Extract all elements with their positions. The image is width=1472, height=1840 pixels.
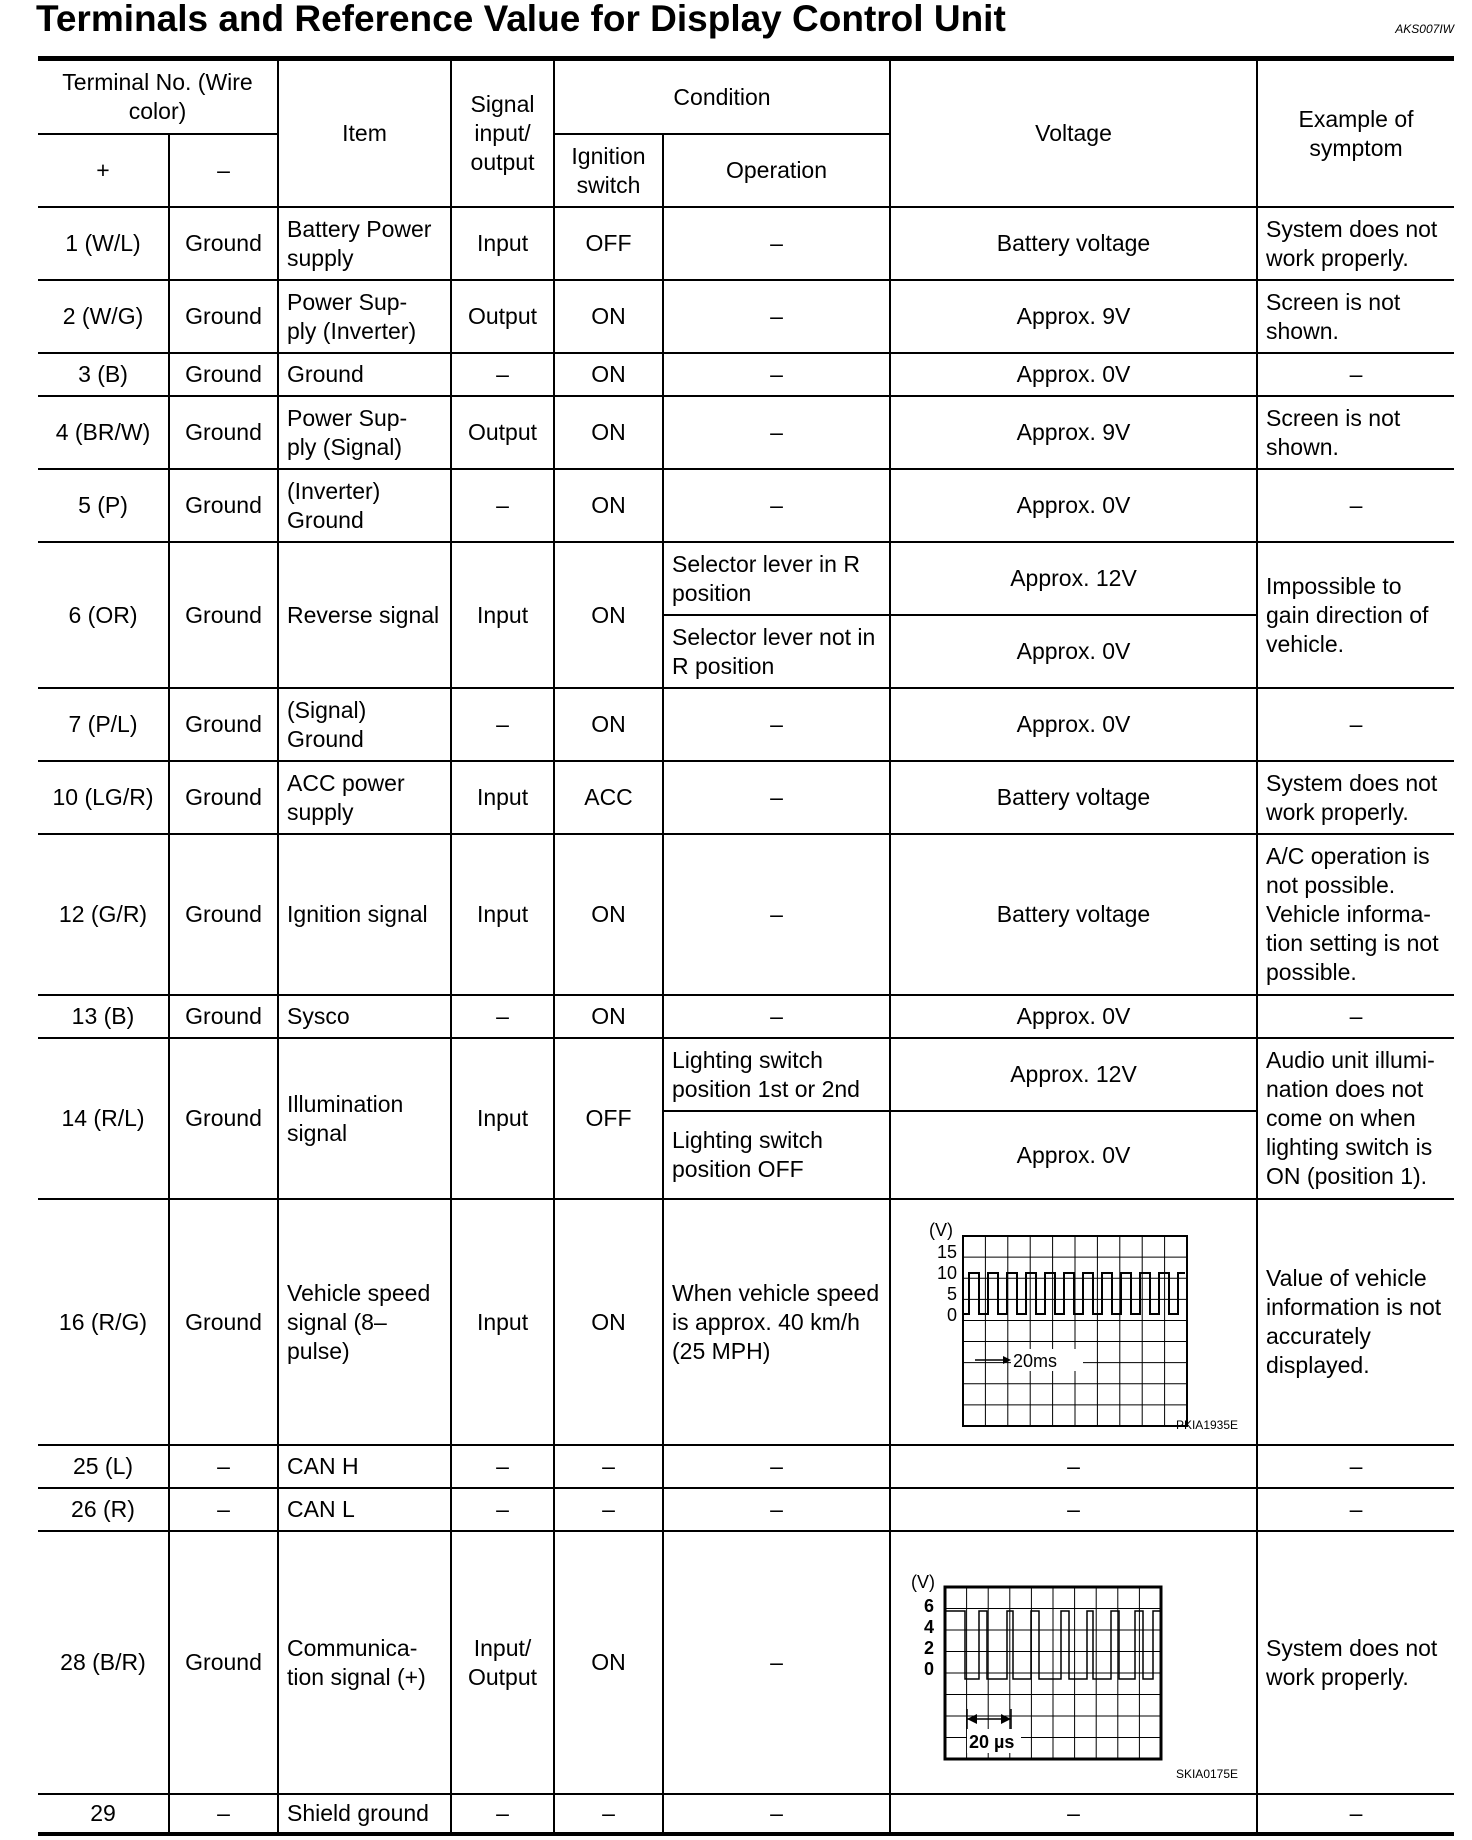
cell-ignition: ACC [554, 761, 663, 834]
cell-operation: – [663, 1445, 890, 1488]
cell-voltage: Approx. 9V [890, 396, 1257, 469]
cell-symptom: – [1257, 1445, 1454, 1488]
table-row [38, 1488, 1454, 1531]
cell-operation: – [663, 1488, 890, 1531]
wave-ytick: 5 [947, 1284, 958, 1304]
cell-minus: – [169, 1794, 278, 1834]
table-row [38, 1038, 1454, 1111]
cell-voltage: Approx. 0V [890, 469, 1257, 542]
cell-item: Power Sup- ply (Inverter) [278, 280, 451, 353]
wave-ytick: 0 [947, 1305, 958, 1325]
cell-minus: Ground [169, 1199, 278, 1445]
cell-operation: – [663, 280, 890, 353]
cell-signal: Input [451, 1199, 554, 1445]
cell-symptom: – [1257, 469, 1454, 542]
header-symptom: Example of symptom [1257, 61, 1454, 207]
cell-minus: Ground [169, 280, 278, 353]
header-item: Item [278, 61, 451, 207]
cell-signal: Output [451, 396, 554, 469]
cell-plus: 4 (BR/W) [38, 396, 169, 469]
cell-plus: 28 (B/R) [38, 1531, 169, 1794]
table-row [38, 353, 1454, 396]
cell-operation: – [663, 469, 890, 542]
table-row [38, 280, 1454, 353]
cell-plus: 25 (L) [38, 1445, 169, 1488]
cell-ignition: OFF [554, 1038, 663, 1199]
cell-voltage: Approx. 0V [890, 615, 1257, 688]
cell-signal: Input [451, 542, 554, 688]
cell-item: ACC power supply [278, 761, 451, 834]
cell-plus: 6 (OR) [38, 542, 169, 688]
cell-ignition: ON [554, 1199, 663, 1445]
cell-minus: – [169, 1445, 278, 1488]
cell-operation: – [663, 834, 890, 995]
table-row [38, 1531, 1454, 1794]
cell-item: Sysco [278, 995, 451, 1038]
wave-ytick: 15 [936, 1242, 958, 1262]
cell-operation: – [663, 1794, 890, 1834]
cell-voltage: Approx. 12V [890, 542, 1257, 615]
cell-signal: – [451, 353, 554, 396]
header-signal: Signal input/ output [451, 61, 554, 207]
cell-item: Communica- tion signal (+) [278, 1531, 451, 1794]
cell-item: (Inverter) Ground [278, 469, 451, 542]
cell-symptom: – [1257, 1488, 1454, 1531]
cell-minus: Ground [169, 834, 278, 995]
wave-ytick: 4 [924, 1617, 935, 1637]
cell-symptom: – [1257, 995, 1454, 1038]
cell-voltage-waveform [890, 1531, 1257, 1794]
cell-ignition: – [554, 1794, 663, 1834]
cell-operation: – [663, 396, 890, 469]
cell-item: Illumination signal [278, 1038, 451, 1199]
cell-plus: 29 [38, 1794, 169, 1834]
cell-item: (Signal) Ground [278, 688, 451, 761]
cell-operation: Selector lever not in R position [663, 615, 890, 688]
cell-voltage: – [890, 1488, 1257, 1531]
wave-unit: (V) [911, 1572, 936, 1592]
cell-minus: Ground [169, 1531, 278, 1794]
cell-operation: – [663, 995, 890, 1038]
cell-operation: – [663, 353, 890, 396]
table-row [38, 207, 1454, 280]
cell-signal: Input [451, 1038, 554, 1199]
cell-ignition: ON [554, 542, 663, 688]
cell-minus: Ground [169, 688, 278, 761]
cell-signal: Input [451, 761, 554, 834]
cell-voltage: Approx. 0V [890, 688, 1257, 761]
cell-signal: – [451, 1794, 554, 1834]
cell-voltage: Approx. 9V [890, 280, 1257, 353]
cell-ignition: ON [554, 396, 663, 469]
cell-plus: 12 (G/R) [38, 834, 169, 995]
cell-ignition: ON [554, 688, 663, 761]
header-ignition: Ignition switch [554, 134, 663, 207]
cell-item: Ground [278, 353, 451, 396]
cell-plus: 14 (R/L) [38, 1038, 169, 1199]
cell-operation: Selector lever in R position [663, 542, 890, 615]
cell-symptom: – [1257, 353, 1454, 396]
header-voltage: Voltage [890, 61, 1257, 207]
wave-unit: (V) [929, 1220, 954, 1240]
cell-ignition: OFF [554, 207, 663, 280]
cell-symptom: Audio unit illumi- nation does not come on when lighting switch is ON (position 1). [1257, 1038, 1454, 1199]
cell-item: Ignition signal [278, 834, 451, 995]
cell-symptom: Screen is not shown. [1257, 280, 1454, 353]
cell-voltage: Battery voltage [890, 761, 1257, 834]
cell-plus: 2 (W/G) [38, 280, 169, 353]
cell-minus: Ground [169, 396, 278, 469]
cell-ignition: ON [554, 1531, 663, 1794]
table-row [38, 688, 1454, 761]
cell-voltage: – [890, 1794, 1257, 1834]
cell-item: CAN L [278, 1488, 451, 1531]
cell-plus: 5 (P) [38, 469, 169, 542]
cell-voltage: Approx. 12V [890, 1038, 1257, 1111]
figure-code: AKS007IW [1395, 22, 1454, 36]
cell-minus: Ground [169, 207, 278, 280]
header-condition: Condition [554, 61, 890, 134]
wave-trace [963, 1273, 1185, 1314]
table-row [38, 834, 1454, 995]
wave-caption: SKIA0175E [1175, 1767, 1239, 1781]
cell-item: Battery Power supply [278, 207, 451, 280]
cell-symptom: A/C operation is not possible. Vehicle informa- tion setting is not possible. [1257, 834, 1454, 995]
cell-ignition: ON [554, 834, 663, 995]
cell-minus: Ground [169, 1038, 278, 1199]
cell-signal: Input/ Output [451, 1531, 554, 1794]
cell-symptom: System does not work properly. [1257, 1531, 1454, 1794]
table-row [38, 1199, 1454, 1445]
terminal-table [38, 61, 1454, 1836]
cell-ignition: ON [554, 280, 663, 353]
header-terminal: Terminal No. (Wire color) [38, 61, 278, 134]
cell-voltage: – [890, 1445, 1257, 1488]
cell-item: Shield ground [278, 1794, 451, 1834]
cell-symptom: System does not work properly. [1257, 207, 1454, 280]
comm-waveform [891, 1532, 1256, 1793]
cell-symptom: – [1257, 688, 1454, 761]
cell-signal: Input [451, 834, 554, 995]
cell-plus: 16 (R/G) [38, 1199, 169, 1445]
cell-plus: 26 (R) [38, 1488, 169, 1531]
cell-ignition: ON [554, 995, 663, 1038]
cell-symptom: System does not work properly. [1257, 761, 1454, 834]
table-row [38, 469, 1454, 542]
cell-item: CAN H [278, 1445, 451, 1488]
table-row [38, 995, 1454, 1038]
cell-operation: Lighting switch position 1st or 2nd [663, 1038, 890, 1111]
header-plus: + [38, 134, 169, 207]
table-row [38, 1794, 1454, 1834]
time-label: 20ms [1013, 1351, 1058, 1371]
cell-symptom: Impossible to gain direction of vehicle. [1257, 542, 1454, 688]
cell-voltage: Approx. 0V [890, 995, 1257, 1038]
cell-operation: – [663, 1531, 890, 1794]
cell-plus: 7 (P/L) [38, 688, 169, 761]
cell-ignition: – [554, 1488, 663, 1531]
cell-signal: Input [451, 207, 554, 280]
cell-item: Reverse signal [278, 542, 451, 688]
table-row [38, 761, 1454, 834]
time-label: 20 µs [969, 1732, 1015, 1752]
cell-minus: Ground [169, 761, 278, 834]
cell-voltage: Approx. 0V [890, 353, 1257, 396]
cell-plus: 13 (B) [38, 995, 169, 1038]
cell-operation: – [663, 761, 890, 834]
cell-minus: – [169, 1488, 278, 1531]
cell-signal: – [451, 1488, 554, 1531]
wave-caption: PKIA1935E [1175, 1418, 1239, 1432]
cell-minus: Ground [169, 469, 278, 542]
wave-ytick: 10 [936, 1263, 958, 1283]
cell-voltage: Battery voltage [890, 207, 1257, 280]
cell-voltage: Approx. 0V [890, 1111, 1257, 1199]
cell-ignition: ON [554, 353, 663, 396]
table-row [38, 542, 1454, 615]
cell-operation: – [663, 207, 890, 280]
cell-signal: – [451, 1445, 554, 1488]
cell-operation: Lighting switch position OFF [663, 1111, 890, 1199]
cell-signal: – [451, 688, 554, 761]
header-operation: Operation [663, 134, 890, 207]
cell-minus: Ground [169, 353, 278, 396]
cell-operation: When vehicle speed is approx. 40 km/h (25 MPH) [663, 1199, 890, 1445]
cell-signal: – [451, 469, 554, 542]
cell-ignition: – [554, 1445, 663, 1488]
header-minus: – [169, 134, 278, 207]
cell-operation: – [663, 688, 890, 761]
cell-minus: Ground [169, 995, 278, 1038]
cell-minus: Ground [169, 542, 278, 688]
wave-ytick: 0 [924, 1659, 935, 1679]
cell-symptom: Value of vehicle information is not accurately displayed. [1257, 1199, 1454, 1445]
cell-item: Power Sup- ply (Signal) [278, 396, 451, 469]
cell-plus: 10 (LG/R) [38, 761, 169, 834]
page-title: Terminals and Reference Value for Display Control Unit [36, 0, 1006, 39]
table-row [38, 396, 1454, 469]
cell-plus: 3 (B) [38, 353, 169, 396]
cell-voltage: Battery voltage [890, 834, 1257, 995]
cell-signal: – [451, 995, 554, 1038]
cell-symptom: Screen is not shown. [1257, 396, 1454, 469]
cell-signal: Output [451, 280, 554, 353]
wave-ytick: 6 [924, 1596, 935, 1616]
cell-voltage-waveform [890, 1199, 1257, 1445]
cell-item: Vehicle speed signal (8– pulse) [278, 1199, 451, 1445]
cell-symptom: – [1257, 1794, 1454, 1834]
wave-ytick: 2 [924, 1638, 935, 1658]
table-row [38, 1445, 1454, 1488]
cell-ignition: ON [554, 469, 663, 542]
speed-waveform [891, 1200, 1256, 1444]
cell-plus: 1 (W/L) [38, 207, 169, 280]
